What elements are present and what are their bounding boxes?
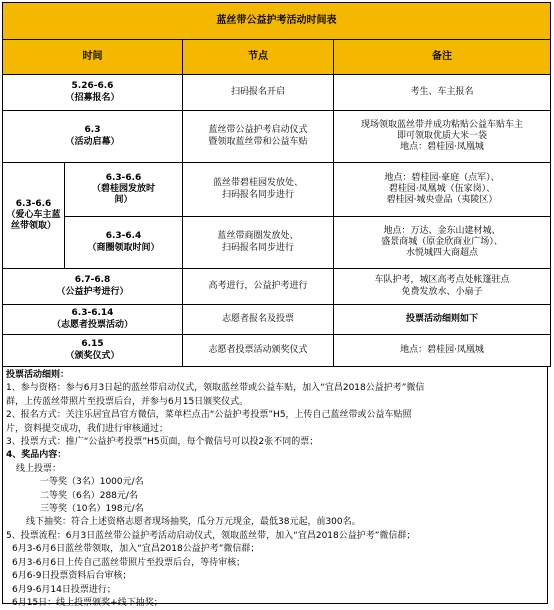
rule-line: 4、奖品内容： (6, 450, 67, 461)
table-row (3, 75, 551, 111)
rules-heading: 投票活动细则： (6, 370, 70, 380)
schedule-sheet (2, 2, 552, 608)
remark-cell: 地点：碧桂园·凤凰城 (334, 335, 551, 367)
table-row (3, 111, 551, 163)
rule-line: 片，资料提交成功，我们进行审核通过； (6, 423, 169, 434)
rule-line: 6月15日：线上投票颁奖+线下抽奖； (12, 597, 163, 608)
subtime-cell: 6.3-6.4 （商圈领取时间） (65, 217, 183, 269)
table-row (3, 163, 551, 217)
rule-line: 3、投票方式：推广“公益护考投票”H5页面，每个微信号可以投2张不同的票； (6, 437, 319, 448)
subtime-cell: 6.3-6.6 （碧桂园发放时 间） (65, 163, 183, 217)
header-remark: 备注 (334, 40, 551, 75)
table-title: 蓝丝带公益护考活动时间表 (3, 3, 551, 40)
time-cell: 6.3 （活动启幕） (3, 111, 183, 163)
header-node: 节点 (183, 40, 334, 75)
table-row (3, 217, 551, 269)
node-cell: 蓝丝带公益护考启动仪式 暨领取蓝丝带和公益车贴 (183, 111, 334, 163)
remark-cell: 考生、车主报名 (334, 75, 551, 111)
time-cell: 6.15 （颁奖仪式） (3, 335, 183, 367)
rule-line: 线下抽奖：符合上述资格志愿者现场抽奖，瓜分万元现金，最低38元起，前300名。 (26, 517, 361, 528)
rule-line: 二等奖（6名）288元/名 (40, 490, 138, 501)
time-cell: 6.7-6.8 （公益护考进行） (3, 269, 183, 305)
node-cell: 高考进行，公益护考进行 (183, 269, 334, 305)
rule-line: 5、投票流程：6月3日蓝丝带公益护考活动启动仪式，领取蓝丝带，加入“宜昌2018公益护考”微信群； (6, 530, 416, 541)
remark-cell: 地点：碧桂园·豪庭（点军）、 碧桂园·凤凰城（伍家岗）、 碧桂园·城央壹品（夷陵区） (334, 163, 551, 217)
table-row (3, 269, 551, 305)
remark-cell: 车队护考，城区高考点处帐篷驻点 免费发放水、小扇子 (334, 269, 551, 305)
time-cell: 6.3-6.14 （志愿者投票活动） (3, 305, 183, 335)
remark-cell: 投票活动细则如下 (334, 305, 551, 335)
rule-line: 1、参与资格：参与6月3日起的蓝丝带启动仪式，领取蓝丝带或公益车贴，加入“宜昌2018公益护考”微信 (6, 383, 425, 394)
voting-rules (2, 367, 548, 608)
time-cell: 5.26-6.6 （招募报名） (3, 75, 183, 111)
rule-line: 6月9-6月14日投票进行； (12, 584, 116, 595)
header-time: 时间 (3, 40, 183, 75)
group-time-cell: 6.3-6.6 （爱心车主蓝 丝带领取） (3, 163, 65, 269)
rule-line: 6月3-6月6日上传自己蓝丝带照片至投票后台，等待审核； (12, 557, 246, 568)
node-cell: 蓝丝带商圈发放处、 扫码报名同步进行 (183, 217, 334, 269)
rule-line: 2、报名方式：关注乐居宜昌官方微信，菜单栏点击“公益护考投票”H5，上传自己蓝丝带或公益车贴照 (6, 410, 412, 421)
table-row (3, 335, 551, 367)
rule-line: 一等奖（3名）1000元/名 (40, 477, 144, 488)
table-row (3, 305, 551, 335)
rule-line: 6月3-6月6日蓝丝带领取，加入“宜昌2018公益护考”微信群； (12, 544, 260, 555)
node-cell: 蓝丝带碧桂园发放处、 扫码报名同步进行 (183, 163, 334, 217)
rule-line: 6月6-9日投票资料后台审核； (12, 571, 132, 582)
node-cell: 扫码报名开启 (183, 75, 334, 111)
remark-cell: 地点：万达、金东山建材城、 盛景商城（原金欣商业广场）、 水悦城四大商超点 (334, 217, 551, 269)
schedule-table (2, 2, 551, 367)
rule-line: 三等奖（10名）198元/名 (40, 504, 144, 515)
rule-line: 线上投票： (16, 463, 62, 474)
node-cell: 志愿者投票活动颁奖仪式 (183, 335, 334, 367)
node-cell: 志愿者报名及投票 (183, 305, 334, 335)
remark-cell: 现场领取蓝丝带并成功粘贴公益车贴车主 即可领取优质大米一袋 地点：碧桂园·凤凰城 (334, 111, 551, 163)
rule-line: 群，上传蓝丝带照片至投票后台，并参与6月15日颁奖仪式。 (6, 396, 249, 407)
